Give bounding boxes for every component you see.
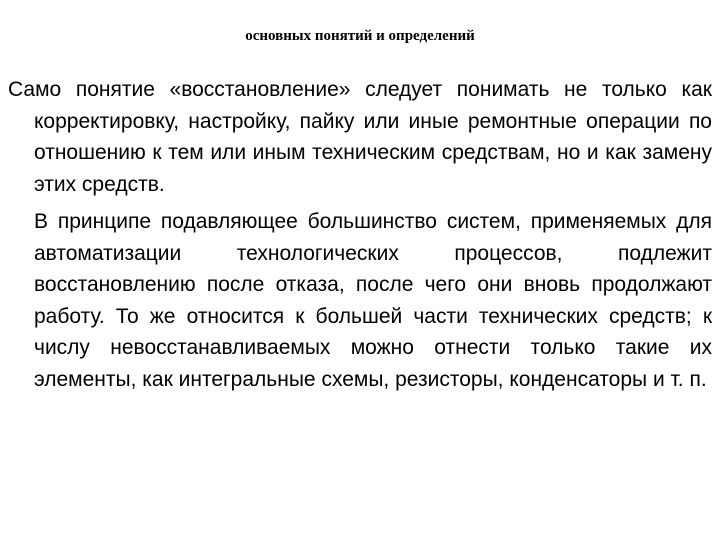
paragraph-restoration-definition: Само понятие «восстановление» следует понимать не только как корректировку, настройку, пайку или иные ремонтные операции по отношению к тем или иным техническим средствам, но и как замену этих средств.: [8, 78, 712, 196]
slide-title: основных понятий и определений: [245, 28, 475, 44]
slide-body: [8, 74, 712, 395]
paragraph-restorable-systems: В принципе подавляющее большинство систем, применяемых для автоматизации технологических процессов, подлежит восстановлению после отказа, после чего они вновь продолжают работу. То же относится к большей части технических средств; к числу невосстанавливаемых можно отнести только такие их элементы, как интегральные схемы, резисторы, конденсаторы и т. п.: [34, 210, 712, 391]
